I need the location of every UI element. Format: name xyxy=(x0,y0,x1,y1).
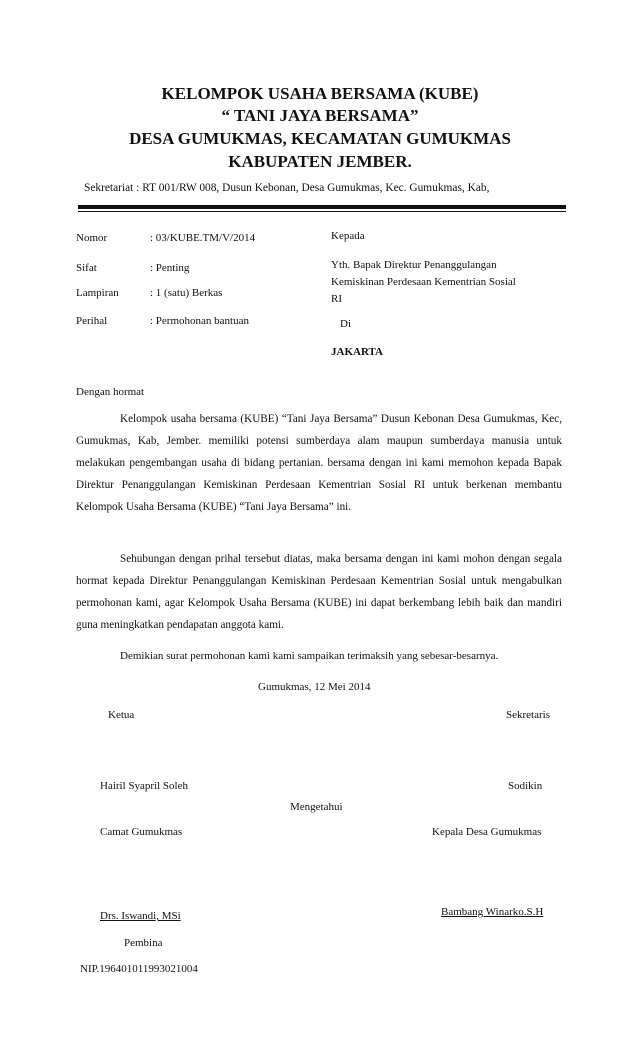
nomor-value: : 03/KUBE.TM/V/2014 xyxy=(150,232,256,244)
closing-sentence: Demikian surat permohonan kami kami sampaikan terimaksih yang sebesar-besarnya. xyxy=(120,650,499,662)
camat-nip: NIP.196401011993021004 xyxy=(80,963,198,975)
recipient-kepada: Kepada xyxy=(331,230,365,242)
recipient-line2: Kemiskinan Perdesaan Kementrian Sosial xyxy=(331,276,516,288)
mengetahui-label: Mengetahui xyxy=(290,801,343,813)
letterhead-group-name: “ TANI JAYA BERSAMA” xyxy=(221,106,419,125)
letterhead-regency: KABUPATEN JEMBER. xyxy=(228,152,412,171)
kades-name: Bambang Winarko.S.H xyxy=(441,906,544,918)
recipient-line1: Yth. Bapak Direktur Penanggulangan xyxy=(331,259,497,271)
sekretaris-title: Sekretaris xyxy=(506,709,550,721)
recipient-di: Di xyxy=(340,318,351,330)
letterhead-title: KELOMPOK USAHA BERSAMA (KUBE) xyxy=(161,84,479,103)
sifat-label: Sifat xyxy=(76,262,97,274)
sekretaris-name: Sodikin xyxy=(508,780,543,792)
letterhead-address: Sekretariat : RT 001/RW 008, Dusun Kebonan, Desa Gumukmas, Kec. Gumukmas, Kab, xyxy=(84,182,490,194)
place-date: Gumukmas, 12 Mei 2014 xyxy=(258,681,371,693)
paragraph-2-text: Sehubungan dengan prihal tersebut diatas, maka bersama dengan ini kami mohon dengan segala hormat kepada Direktur Penanggulangan Kemiskinan Perdesaan Kementrian Sosial untuk mengabulkan permohonan kami, agar Kelompok Usaha Bersama (KUBE) ini dapat berkembang lebih baik dan mandiri guna meningkatkan pendapatan anggota kami. xyxy=(76,553,562,631)
sifat-value: : Penting xyxy=(150,262,190,274)
perihal-label: Perihal xyxy=(76,315,108,327)
letterhead-village: DESA GUMUKMAS, KECAMATAN GUMUKMAS xyxy=(129,129,511,148)
camat-name: Drs. Iswandi, MSi xyxy=(100,910,181,922)
letterhead-rule-thick xyxy=(78,205,566,209)
camat-title: Camat Gumukmas xyxy=(100,826,183,838)
body-paragraph-1 xyxy=(76,408,562,518)
recipient-line3: RI xyxy=(331,293,342,305)
lampiran-value: : 1 (satu) Berkas xyxy=(150,287,223,299)
kades-title: Kepala Desa Gumukmas xyxy=(432,826,542,838)
lampiran-label: Lampiran xyxy=(76,287,119,299)
recipient-city: JAKARTA xyxy=(331,346,383,358)
body-paragraph-2 xyxy=(76,548,562,636)
greeting: Dengan hormat xyxy=(76,386,145,398)
letterhead-rule-thin xyxy=(78,211,566,212)
ketua-title: Ketua xyxy=(108,709,135,721)
nomor-label: Nomor xyxy=(76,232,108,244)
pembina-label: Pembina xyxy=(124,937,163,949)
ketua-name: Hairil Syapril Soleh xyxy=(100,780,188,792)
paragraph-1-text: Kelompok usaha bersama (KUBE) “Tani Jaya Bersama” Dusun Kebonan Desa Gumukmas, Kec, Gumukmas, Kab, Jember. memiliki potensi sumberdaya alam maupun sumberdaya manusia untuk melakukan pengembangan usaha di bidang pertanian. bersama dengan ini kami memohon kepada Bapak Direktur Penanggulangan Kemiskinan Perdesaan Kementrian Sosial RI untuk berkenan membantu Kelompok Usaha Bersama (KUBE) “Tani Jaya Bersama” ini. xyxy=(76,413,562,513)
perihal-value: : Permohonan bantuan xyxy=(150,315,249,327)
